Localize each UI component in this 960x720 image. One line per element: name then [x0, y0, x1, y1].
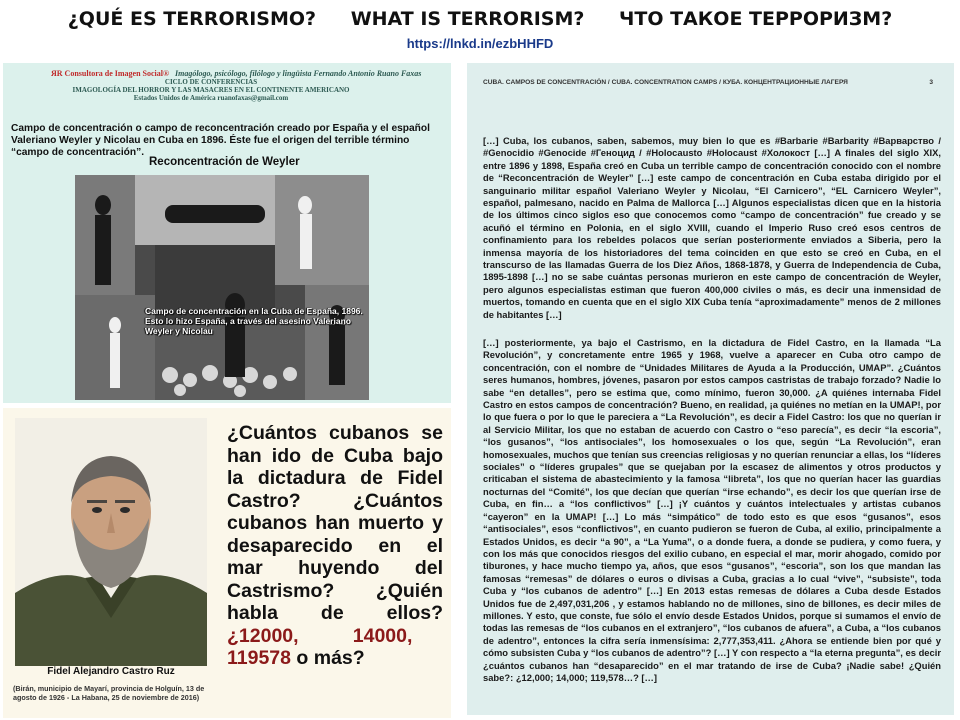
- figure-14000: 14000,: [352, 624, 413, 647]
- historical-photo-collage: [75, 175, 369, 400]
- page-title: [0, 8, 960, 30]
- author-line: Imagólogo, psicólogo, filólogo y lingüista Fernando Antonio Ruano Faxas: [174, 69, 422, 78]
- weyler-caption: Reconcentración de Weyler: [149, 156, 300, 168]
- figure-12000: ¿12000,: [227, 624, 299, 647]
- running-head: CUBA. CAMPOS DE CONCENTRACIÓN / CUBA. CONCENTRATION CAMPS / КУБА. КОНЦЕНТРАЦИОННЫЕ ЛАГЕРЯ 3: [483, 79, 933, 86]
- weyler-description: Campo de concentración o campo de reconcentración creado por España y el español Valeriano Weyler y Nicolau en Cuba en 1896. Éste fue el origen del terrible término “campo de concentración”.: [11, 123, 430, 158]
- castro-portrait: [15, 418, 207, 666]
- article-paragraph-1: […] Cuba, los cubanos, saben, sabemos, muy bien lo que es #Barbarie #Barbarity #Варварство / #Genocidio #Genocide #Геноцид / #Holocausto #Holocaust #Холокост […] A finales del siglo XIX, entre 1896 y 1898, España creó en Cuba un terrible campo de concentración conocido con el nombre de “Reconcentración de Weyler” […] este campo de concentración en Cuba estaba dirigido por el sanguinario militar español Valeriano Weyler y Nicolau, “El Carnicero”, “EL Carnicero Weyler”, español, palmesano, nacido en Palma de Mallorca […] Algunos especialistas dicen que en la historia de los últimos cinco siglos eso que conocemos como “campo de concentración” fue creado y se acuñó el término en Polonia, en el siglo XVIII, cuando el Imperio Ruso creó esos centros de confinamiento para los rebeldes polacos que serían posteriormente enviados a Siberia, pero la inmensa mayoría de los historiadores del tema coinciden en que esto se creó en Cuba, en el transcurso de las llamadas Guerra de los Diez Años, 1868-1878, y Guerra de Independencia de Cuba, 1895-1898 […] no se sabe cuántas personas murieron en este campo de concentración de Weyler, pero algunos especialistas estiman que fueron 400,000 civiles o más, es decir una inmensidad de muertos, tomando en cuenta que en el siglo XIX Cuba tenía “aproximadamente” menos de 2 millones de habitantes […]: [483, 135, 941, 320]
- portrait-image: [15, 418, 207, 666]
- title-english: WHAT IS TERRORISM?: [350, 8, 585, 30]
- portrait-name: Fidel Alejandro Castro Ruz: [47, 666, 175, 677]
- brand-name: ЯR Consultora de Imagen Social®: [51, 69, 169, 78]
- conference-cycle: CICLO DE CONFERENCIAS: [164, 78, 258, 86]
- question-tail: o más?: [296, 647, 365, 669]
- page-number: 3: [929, 79, 933, 86]
- collage-photos: [75, 175, 369, 400]
- title-spanish: ¿QUÉ ES TERRORISMO?: [67, 8, 317, 30]
- conference-header: [51, 69, 451, 102]
- title-russian: ЧТО ТАКОЕ ТЕРРОРИЗМ?: [619, 8, 893, 30]
- conference-series: IMAGOLOGÍA DEL HORROR Y LAS MASACRES EN EL CONTINENTE AMERICANO: [72, 86, 350, 94]
- weyler-panel: [3, 63, 451, 403]
- portrait-bio: (Birán, municipio de Mayarí, provincia de Holguín, 13 de agosto de 1926 - La Habana, 25 de noviembre de 2016): [13, 684, 205, 702]
- short-link[interactable]: https://lnkd.in/ezbHHFD: [406, 36, 554, 51]
- photo-overlay-caption: Campo de concentración en la Cuba de España, 1896. Esto lo hizo España, a través del asesino Valeriano Weyler y Nicolau: [145, 306, 363, 336]
- exodus-question: ¿Cuántos cubanos se han ido de Cuba bajo la dictadura de Fidel Castro? ¿Cuántos cubanos han muerto y desaparecido en el mar huyendo del Castrismo? ¿Quién habla de ellos? ¿12000, 14000, 119578 o más?: [227, 422, 443, 669]
- concentration-camps-article: [467, 63, 954, 715]
- castro-panel: [3, 408, 451, 718]
- contact-line: Estados Unidos de América ruanofaxas@gmail.com: [133, 94, 289, 102]
- figure-119578: 119578: [227, 647, 291, 669]
- article-paragraph-2: […] posteriormente, ya bajo el Castrismo, en la dictadura de Fidel Castro, en la llamada “La Revolución”, y concretamente entre 1965 y 1968, vuelve a aparecer en Cuba otro campo de concentración, con el nombre de “Unidades Militares de Ayuda a la Producción, UMAP”. ¿Cuántos seres humanos, hombres, jóvenes, pasaron por estos campos castristas de trabajo forzado? Nadie lo sabe “en detalles”, pero se estima que, como mínimo, fueron 30,000. ¿A quiénes internaba Fidel Castro en estos campos de concentración? Bueno, en realidad, ¡a quiénes no metían en la UMAP!, por lo que fuera o por lo que le pareciera a “La Revolución”, es decir a Fidel Castro: los que no querían ir al Servicio Militar, los que no estaban de acuerdo con Castro o “eso parecía”, es decir “la escoria”, “los gusanos”, “los antisociales”, los homosexuales o los que, según “La Revolución”, eran homosexuales, muchos que tenían sus creencias religiosas y no querían renunciar a ellas, los “líderes sociales” o “líderes grupales” que se quejaban por la escasez de alimentos y otros productos y criticaban el sistema de abastecimiento y la famosa “libreta”, los que no querían hacer las guardias nocturnas del “Comité”, los que decían que querían “irse echando”, es decir los que querían irse de Cuba, en fin… a “los conflictivos” […] ¡Y cuántos y cuántos intelectuales y artistas cubanos “cayeron” en la UMAP! […] Lo más “simpático” de todo esto es que esos “gusanos”, esos “antisociales”, esos “conflictivos”, en cuanto pudieron se fueron de Cuba, al exilio, principalmente a Estados Unidos, es decir “a 90”, a “La Yuma”, o a donde fuera, a donde se pudiera, y como fuera, y con los más que conocidos riesgos del exilio cubano, en especial el mar, morir ahogado, comido por tiburones, y hace mucho tiempo ya, años, que esos “gusanos”, “escoria”, son los que mandan las famosas “remesas” de dólares o euros o divisas a Cuba, gracias a lo cual “vive”, “subsiste”, toda Cuba y “los cubanos de adentro” […] En 2013 estas remesas de dólares a Cuba desde Estados Unidos fue de 2,497,031,206 , y estamos hablando no de millones, sino de billones, es decir miles de millones. Y esto, que conste, fue sólo el envío desde Estados Unidos, porque si sumamos el envío de todas las remesas de “los cubanos en el extranjero”, “los cubanos de afuera”, a Cuba, a “los cubanos de adentro”, entonces la cifra sería inmensísima: 2,777,353,411. ¿Ahora se entiende bien por qué y cómo subsisten Cuba y “los cubanos de adentro”? […] Y con respecto a “la eterna pregunta”, es decir ¿cuántos cubanos han “desaparecido” en el mar tratando de irse de Cuba? ¡Nadie sabe! ¿Quién sabe?: ¿12,000; 14,000; 119,578…? […]: [483, 337, 941, 683]
